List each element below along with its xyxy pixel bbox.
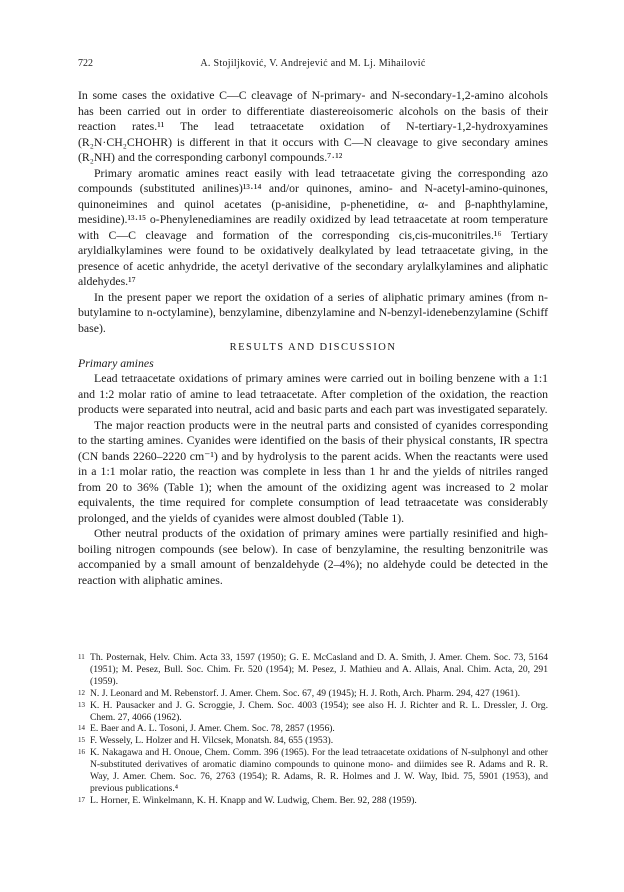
footnote-number: 14 bbox=[78, 724, 85, 733]
footnote-number: 11 bbox=[78, 653, 85, 661]
section-title: RESULTS AND DISCUSSION bbox=[229, 342, 397, 353]
paragraph: The major reaction products were in the neutral parts and consisted of cyanides corresponding to the starting amines. Cyanides were identified on the basis of their physical constants, IR spectra (CN bands 2260–2220 cm⁻¹) and by hydrolysis to the parent acids. When the reactants were used in a 1:1 molar ratio, the reaction was complete in less than 1 hr and the yields of nitriles ranged from 20 to 36% (Table 1); when the amount of the oxidizing agent was increased to 2 molar equivalents, the time required for complete consumption of lead tetraacetate was considerably prolonged, and the yields of cyanides were almost doubled (Table 1). bbox=[78, 417, 548, 525]
main-text bbox=[78, 88, 548, 588]
page-number: 722 bbox=[78, 58, 93, 69]
footnote bbox=[78, 652, 548, 688]
footnote-text: L. Horner, E. Winkelmann, K. H. Knapp and W. Ludwig, Chem. Ber. 92, 288 (1959). bbox=[90, 794, 417, 806]
paragraph: Other neutral products of the oxidation of primary amines were partially resinified and high-boiling nitrogen compounds (see below). In case of benzylamine, the resulting benzonitrile was accompanied by a small amount of benzaldehyde (2–4%); no aldehyde could be detected in the reaction with aliphatic amines. bbox=[78, 526, 548, 587]
footnote bbox=[78, 795, 548, 807]
footnote bbox=[78, 747, 548, 795]
footnote-text: E. Baer and A. L. Tosoni, J. Amer. Chem. Soc. 78, 2857 (1956). bbox=[90, 723, 335, 735]
footnote-number: 15 bbox=[78, 736, 85, 745]
running-title: A. Stojiljković, V. Andrejević and M. Lj. Mihailović bbox=[200, 58, 426, 69]
footnote-number: 13 bbox=[78, 700, 85, 709]
subheading: Primary amines bbox=[78, 355, 154, 370]
footnote-text: K. Nakagawa and H. Onoue, Chem. Comm. 396 (1965). For the lead tetraacetate oxidations of N-sulphonyl and other N-substituted derivatives of aromatic diamino compounds to quinone mono- and diimides see R. Adams and R. R. Way, J. Amer. Chem. Soc. 76, 2763 (1954); R. Adams, R. R. Holmes and J. W. Way, Ibid. 75, 5901 (1953), and previous publications.⁴ bbox=[90, 747, 548, 794]
footnote-text: K. H. Pausacker and J. G. Scroggie, J. Chem. Soc. 4003 (1954); see also H. J. Richter and R. L. Dressler, J. Org. Chem. 27, 4066 (1962). bbox=[90, 699, 548, 723]
paragraph: In some cases the oxidative C—C cleavage of N-primary- and N-secondary-1,2-amino alcohols has been carried out in order to differentiate diastereoisomeric alcohols on the basis of their reaction rates.¹¹ The lead tetraacetate oxidation of N-tertiary-1,2-hydroxyamines (R₂N·CH₂CHOHR) is different in that it occurs with C—N cleavage to give secondary amines (R₂NH) and the corresponding carbonyl compounds.⁷·¹² bbox=[78, 88, 548, 164]
footnote-number: 17 bbox=[78, 795, 85, 804]
footnote bbox=[78, 735, 548, 747]
footnote-number: 16 bbox=[78, 748, 85, 757]
footnote bbox=[78, 700, 548, 724]
footnote-text: F. Wessely, L. Holzer and H. Vilcsek, Monatsh. 84, 655 (1953). bbox=[90, 735, 334, 747]
footnote bbox=[78, 723, 548, 735]
paragraph: In the present paper we report the oxidation of a series of aliphatic primary amines (from n-butylamine to n-octylamine), benzylamine, dibenzylamine and N-benzyl-idenebenzylamine (Schiff base). bbox=[78, 289, 548, 335]
page-header bbox=[78, 58, 548, 74]
footnote bbox=[78, 688, 548, 700]
footnotes bbox=[78, 652, 548, 807]
footnote-number: 12 bbox=[78, 688, 85, 697]
paragraph: Primary aromatic amines react easily with lead tetraacetate giving the corresponding azo compounds (substituted anilines)¹³·¹⁴ and/or quinones, amino- and N-acetyl-amino-quinones, quinoneimines and quinol acetates (p-anisidine, p-phenetidine, α- and β-naphthylamine, mesidine).¹³·¹⁵ o-Phenylenediamines are readily oxidized by lead tetraacetate at room temperature with C—C cleavage and formation of the corresponding cis,cis-muconitriles.¹⁶ Tertiary aryldialkylamines were found to be oxidatively dealkylated by lead tetraacetate giving, in the presence of acetic anhydride, the acetyl derivative of the secondary arylalkylamines and aliphatic aldehydes.¹⁷ bbox=[78, 165, 548, 288]
footnote-text: Th. Posternak, Helv. Chim. Acta 33, 1597 (1950); G. E. McCasland and D. A. Smith, J. Amer. Chem. Soc. 73, 5164 (1951); M. Pesez, Bull. Soc. Chim. Fr. 520 (1954); M. Pesez, J. Mathieu and A. Allais, Anal. Chim. Acta, 20, 291 (1959). bbox=[90, 652, 548, 687]
paragraph: Lead tetraacetate oxidations of primary amines were carried out in boiling benzene with a 1:1 and 1:2 molar ratio of amine to lead tetraacetate. After completion of the oxidation, the reaction products were separated into neutral, acid and basic parts and each part was investigated separately. bbox=[78, 371, 548, 416]
footnote-text: N. J. Leonard and M. Rebenstorf. J. Amer. Chem. Soc. 67, 49 (1945); H. J. Roth, Arch. Pharm. 294, 427 (1961). bbox=[90, 687, 521, 699]
